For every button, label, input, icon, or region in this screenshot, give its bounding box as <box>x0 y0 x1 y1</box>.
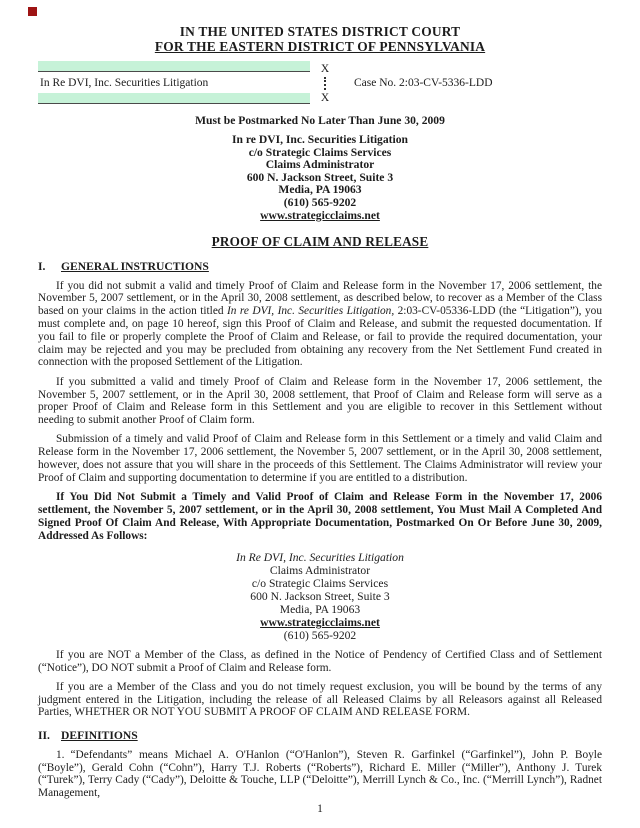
case-citation: In re DVI, Inc. Securities Litigation, <box>227 305 395 318</box>
paragraph-not-member: If you are NOT a Member of the Class, as defined in the Notice of Pendency of Certified Class and of Settlement (“Notice”), DO NOT submit a Proof of Claim and Release form. <box>38 648 602 674</box>
court-name: IN THE UNITED STATES DISTRICT COURT <box>179 24 461 39</box>
address-case-title: In Re DVI, Inc. Securities Litigation <box>236 551 404 565</box>
address-line: In re DVI, Inc. Securities Litigation <box>232 133 408 146</box>
section-number: II. <box>38 729 50 743</box>
website-link[interactable]: www.strategicclaims.net <box>260 208 380 222</box>
caption-left-column <box>38 61 310 104</box>
page-number: 1 <box>317 803 323 815</box>
case-caption <box>38 61 602 104</box>
caption-right-column <box>340 61 602 104</box>
address-line: Claims Administrator <box>269 564 371 578</box>
phone-number: (610) 565-9202 <box>283 195 357 209</box>
section-title: DEFINITIONS <box>61 729 138 743</box>
court-district: FOR THE EASTERN DISTRICT OF PENNSYLVANIA <box>154 39 486 54</box>
section-number: I. <box>38 260 46 274</box>
paragraph-instructions-3: Submission of a timely and valid Proof of Claim and Release form in this Settlement or a timely and valid Claim and Release form in the November 17, 2006 settlement, the November 5, 2007 settlement, or in the April 30, 2008 settlement, however, does not assure that you will share in the proceeds of this Settlement. The Claims Administrator will review your Proof of Claim and supporting documentation to determine if you are entitled to a distribution. <box>38 433 602 484</box>
paragraph-mailing-instruction: If You Did Not Submit a Timely and Valid Proof of Claim and Release Form in the November 17, 2006 settlement, the November 5, 2007 settlement, or in the April 30, 2008 settlement, You Must Mail A Completed And Signed Proof Of Claim And Release, With Appropriate Documentation, Postmarked On Or Before June 30, 2009, Addressed As Follows: <box>38 491 602 542</box>
case-title: In Re DVI, Inc. Securities Litigation <box>40 77 209 89</box>
address-line: Media, PA 19063 <box>278 183 362 197</box>
address-line: Claims Administrator <box>265 158 375 172</box>
website-link[interactable]: www.strategicclaims.net <box>260 616 380 630</box>
court-header <box>38 24 602 54</box>
annotation-marker-icon[interactable] <box>28 7 37 16</box>
document-title: PROOF OF CLAIM AND RELEASE <box>211 234 429 250</box>
text-run: If you did not submit a valid and timely Proof of Claim and Release form in the November 17, 2006 settlement, the November 5, 2007 settlement, or in the April 30, 2008 settlement, as described below, to recover as a Member of the Class based on your claims in the action titled <box>38 279 602 318</box>
paragraph-instructions-2: If you submitted a valid and timely Proof of Claim and Release form in the November 17, 2006 settlement, the November 5, 2007 settlement, or in the April 30, 2008 settlement, that Proof of Claim and Release form will serve as a proper Proof of Claim and Release form in this Settlement and you are eligible to recover in this Settlement without needing to submit another Proof of Claim form. <box>38 375 602 427</box>
caption-x-bottom: X <box>320 92 330 104</box>
postmark-deadline: Must be Postmarked No Later Than June 30, 2009 <box>195 114 445 127</box>
address-line: 600 N. Jackson Street, Suite 3 <box>246 170 394 184</box>
caption-x-top: X <box>320 63 330 75</box>
section-title: GENERAL INSTRUCTIONS <box>61 260 209 274</box>
phone-number: (610) 565-9202 <box>283 629 357 643</box>
caption-highlight-field-top[interactable] <box>38 61 310 72</box>
paragraph-bound-by-judgment: If you are a Member of the Class and you do not timely request exclusion, you will be bound by the terms of any judgment entered in the Litigation, including the release of all Released Claims by all Releasors against all Released Parties, WHETHER OR NOT YOU SUBMIT A PROOF OF CLAIM AND RELEASE FORM. <box>38 680 602 719</box>
mailing-address-middle <box>38 551 602 642</box>
caption-divider <box>310 61 340 104</box>
caption-highlight-field-bottom[interactable] <box>38 93 310 104</box>
definition-item-1 <box>38 749 602 800</box>
caption-dotted-line <box>324 77 326 90</box>
address-line: Media, PA 19063 <box>279 603 361 617</box>
section-heading-definitions <box>38 729 602 742</box>
mailing-address-top <box>38 134 602 222</box>
section-heading-general-instructions <box>38 260 602 273</box>
paragraph-instructions-1 <box>38 280 602 370</box>
address-line: c/o Strategic Claims Services <box>248 145 392 159</box>
address-line: 600 N. Jackson Street, Suite 3 <box>250 590 390 604</box>
address-line: c/o Strategic Claims Services <box>251 577 389 591</box>
list-item-number: 1. <box>56 748 65 761</box>
text-run: 2:03-CV-05336-LDD (the “Litigation”), you must complete and, on page 10 hereof, sign this Proof of Claim and Release, and submit the requested documentation. If you fail to file or properly complete the Proof of Claim and Release, or fail to provide the required documentation, your claim may be rejected and you may be precluded from obtaining any recovery from the Net Settlement Fund created in connection with the proposed Settlement of the Litigation. <box>38 305 602 369</box>
text-run: “Defendants” means Michael A. O'Hanlon (“O'Hanlon”), Steven R. Garfinkel (“Garfinkel”), John P. Boyle (“Boyle”), Gerald Cohn (“Cohn”), Harry T.J. Roberts (“Roberts”), Richard E. Miller (“Miller”), Anthony J. Turek (“Turek”), Terry Cady (“Cady”), Deloitte & Touche, LLP (“Deloitte”), Merrill Lynch & Co., Inc. (“Merrill Lynch”), Radnet Management, <box>38 748 602 800</box>
case-number: Case No. 2:03-CV-5336-LDD <box>354 76 493 89</box>
